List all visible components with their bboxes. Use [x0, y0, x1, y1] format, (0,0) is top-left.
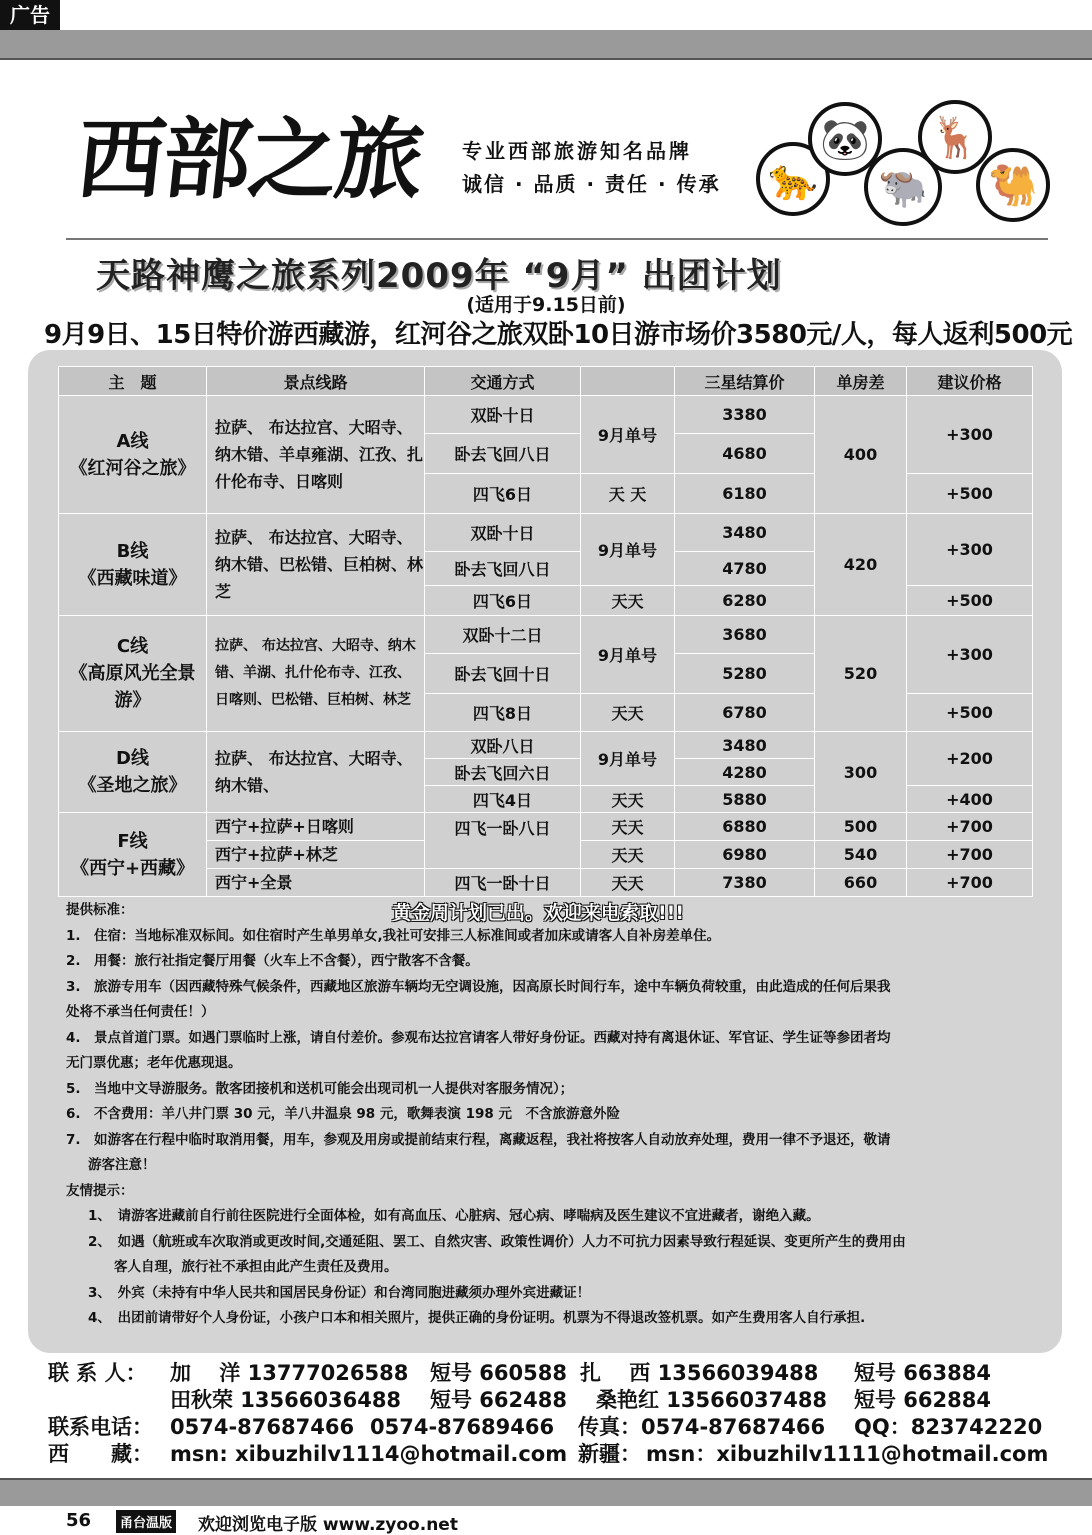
- region-label: 新疆：: [578, 1442, 641, 1466]
- transport: 双卧十日: [425, 514, 581, 552]
- note-item: 1. 住宿：当地标准双标间。如住宿时产生单男单女,我社可安排三人标准间或者加床或请客人自补房差单住。: [66, 927, 721, 944]
- line-theme-f: F线 《西宁+西藏》: [59, 813, 207, 897]
- transport: 四飞8日: [425, 694, 581, 732]
- note-item: 处将不承当任何责任！）: [66, 1004, 215, 1020]
- suggested-price: +400: [907, 786, 1033, 813]
- tip-item: 客人自理，旅行社不承担由此产生责任及费用。: [114, 1259, 398, 1275]
- short-number: 短号 663884: [854, 1361, 991, 1385]
- departure: 天天: [581, 841, 675, 869]
- price: 6280: [675, 586, 815, 616]
- tips-title: 友情提示：: [66, 1182, 134, 1199]
- departure: 天天: [581, 869, 675, 897]
- price: 4780: [675, 552, 815, 586]
- column-header: 三星结算价: [675, 367, 815, 396]
- line-theme-c: C线 《高原风光全景游》: [59, 616, 207, 732]
- departure: 天天: [581, 786, 675, 813]
- transport: 双卧八日: [425, 732, 581, 759]
- contact-person: 桑艳红 13566037488: [596, 1388, 828, 1412]
- fax-number: 传真：0574-87687466: [578, 1415, 826, 1439]
- departure: 天天: [581, 586, 675, 616]
- single-supplement: 400: [815, 396, 907, 514]
- single-supplement: 660: [815, 869, 907, 897]
- transport: 卧去飞回十日: [425, 654, 581, 694]
- short-number: 短号 660588: [430, 1361, 567, 1385]
- single-supplement: 500: [815, 813, 907, 841]
- bottom-band: [0, 1478, 1092, 1506]
- transport: 四飞一卧十日: [425, 869, 581, 897]
- price: 3680: [675, 616, 815, 654]
- column-header: 交通方式: [425, 367, 581, 396]
- qq-number: QQ：823742220: [854, 1415, 1043, 1439]
- single-supplement: 420: [815, 514, 907, 616]
- transport: 四飞6日: [425, 586, 581, 616]
- route-c: 拉萨、 布达拉宫、大昭寺、纳木错、羊湖、扎什伦布寺、江孜、日喀则、巴松错、巨柏树、林芝: [207, 616, 425, 732]
- contact-person: 扎 西 13566039488: [580, 1361, 819, 1385]
- suggested-price: +700: [907, 869, 1033, 897]
- table-row: [59, 514, 1033, 552]
- route-f: 西宁+全景: [207, 869, 425, 897]
- cheetah-icon: 🐆: [756, 142, 830, 216]
- single-supplement: 520: [815, 616, 907, 732]
- suggested-price: +300: [907, 616, 1033, 694]
- column-header: 建议价格: [907, 367, 1033, 396]
- suggested-price: +300: [907, 514, 1033, 586]
- standard-title: 提供标准：: [66, 902, 134, 918]
- transport: 卧去飞回八日: [425, 434, 581, 474]
- msn-link[interactable]: msn: xibuzhilv1114@hotmail.com: [170, 1442, 568, 1466]
- price: 3480: [675, 732, 815, 759]
- departure: 天天: [581, 694, 675, 732]
- suggested-price: +200: [907, 732, 1033, 786]
- tip-item: 2、 如遇（航班或车次取消或更改时间,交通延阻、罢工、自然灾害、政策性调价）人力不可抗力因素导致行程延误、变更所产生的费用由: [88, 1233, 906, 1250]
- line-theme-d: D线 《圣地之旅》: [59, 732, 207, 813]
- transport: 双卧十日: [425, 396, 581, 434]
- departure: 9月单号: [581, 396, 675, 474]
- antelope-icon: 🦌: [918, 100, 992, 174]
- departure: 天 天: [581, 474, 675, 514]
- contact-person: 田秋荣 13566036488: [170, 1388, 402, 1412]
- price: 6880: [675, 813, 815, 841]
- departure: 9月单号: [581, 514, 675, 586]
- page-number: 56: [66, 1510, 92, 1531]
- route-f: 西宁+拉萨+日喀则: [207, 813, 425, 841]
- departure: 9月单号: [581, 732, 675, 786]
- price: 5880: [675, 786, 815, 813]
- transport: 四飞6日: [425, 474, 581, 514]
- transport: 卧去飞回八日: [425, 552, 581, 586]
- plan-title: 天路神鹰之旅系列2009年 “9月” 出团计划: [96, 256, 782, 296]
- short-number: 短号 662488: [430, 1388, 567, 1412]
- line-theme-b: B线 《西藏味道》: [59, 514, 207, 616]
- price: 6180: [675, 474, 815, 514]
- msn-link[interactable]: msn：xibuzhilv1111@hotmail.com: [646, 1442, 1049, 1466]
- suggested-price: +300: [907, 396, 1033, 474]
- top-band: [0, 30, 1092, 60]
- logo-title: 西部之旅: [71, 107, 427, 211]
- departure: 天天: [581, 813, 675, 841]
- tip-item: 3、 外宾（未持有中华人民共和国居民身份证）和台湾同胞进藏须办理外宾进藏证！: [88, 1284, 591, 1301]
- note-item: 无门票优惠；老年优惠现退。: [66, 1055, 242, 1071]
- single-supplement: 540: [815, 841, 907, 869]
- service-notes: [66, 898, 1028, 1332]
- camel-icon: 🐫: [976, 148, 1050, 222]
- golden-week-notice: 黄金周计划已出。欢迎来电索取!!!: [392, 902, 684, 924]
- price: 6780: [675, 694, 815, 732]
- transport: 四飞一卧八日: [425, 813, 581, 869]
- transport: 卧去飞回六日: [425, 759, 581, 786]
- price: 3480: [675, 514, 815, 552]
- note-item: 4. 景点首道门票。如遇门票临时上涨，请自付差价。参观布达拉宫请客人带好身份证。西藏对持有离退休证、军官证、学生证等参团者均: [66, 1029, 891, 1046]
- column-header: 景点线路: [207, 367, 425, 396]
- note-item: 3. 旅游专用车（因西藏特殊气候条件，西藏地区旅游车辆均无空调设施，因高原长时间行车，途中车辆负荷较重，由此造成的任何后果我: [66, 978, 891, 995]
- departure: 9月单号: [581, 616, 675, 694]
- route-f: 西宁+拉萨+林芝: [207, 841, 425, 869]
- price: 4280: [675, 759, 815, 786]
- price: 5280: [675, 654, 815, 694]
- edition-badge: 甬台温版: [116, 1510, 176, 1533]
- phone-number: 0574-87687466: [170, 1415, 355, 1439]
- tip-item: 1、 请游客进藏前自行前往医院进行全面体检，如有高血压、心脏病、冠心病、哮喘病及医生建议不宜进藏者，谢绝入藏。: [88, 1208, 820, 1224]
- slogan-secondary: 诚信 · 品质 · 责任 · 传承: [462, 172, 721, 196]
- slogan-primary: 专业西部旅游知名品牌: [462, 139, 692, 163]
- plan-note: (适用于9.15日前): [466, 294, 626, 316]
- table-header-row: [59, 367, 1033, 396]
- note-item: 5. 当地中文导游服务。散客团接机和送机可能会出现司机一人提供对客服务情况）；: [66, 1080, 574, 1097]
- phone-number: 0574-87689466: [370, 1415, 555, 1439]
- column-header: 主 题: [59, 367, 207, 396]
- note-item: 6. 不含费用：羊八井门票 30 元，羊八井温泉 98 元，歌舞表演 198 元 不含旅游意外险: [66, 1106, 620, 1122]
- region-label: 西 藏：: [48, 1442, 153, 1466]
- table-row: [59, 396, 1033, 434]
- suggested-price: +500: [907, 586, 1033, 616]
- contact-label: 联 系 人：: [48, 1361, 147, 1385]
- price: 3380: [675, 396, 815, 434]
- route-d: 拉萨、 布达拉宫、大昭寺、纳木错、: [207, 732, 425, 813]
- panda-icon: 🐼: [808, 102, 882, 176]
- note-item: 7. 如游客在行程中临时取消用餐，用车，参观及用房或提前结束行程，离藏返程，我社将按客人自动放弃处理，费用一律不予退还，敬请: [66, 1131, 891, 1148]
- suggested-price: +700: [907, 841, 1033, 869]
- note-item: 2. 用餐：旅行社指定餐厅用餐（火车上不含餐），西宁散客不含餐。: [66, 953, 479, 969]
- route-a: 拉萨、 布达拉宫、大昭寺、纳木错、羊卓雍湖、江孜、扎什伦布寺、日喀则: [207, 396, 425, 514]
- table-row: [59, 732, 1033, 759]
- table-row: [59, 813, 1033, 841]
- suggested-price: +700: [907, 813, 1033, 841]
- column-header: [581, 367, 675, 396]
- route-b: 拉萨、 布达拉宫、大昭寺、纳木错、巴松错、巨柏树、林芝: [207, 514, 425, 616]
- transport: 四飞4日: [425, 786, 581, 813]
- website-link[interactable]: 欢迎浏览电子版 www.zyoo.net: [198, 1515, 458, 1535]
- single-supplement: 300: [815, 732, 907, 813]
- line-theme-a: A线 《红河谷之旅》: [59, 396, 207, 514]
- ad-tag: 广告: [0, 0, 60, 30]
- route-table: [58, 366, 1033, 897]
- price: 6980: [675, 841, 815, 869]
- suggested-price: +500: [907, 694, 1033, 732]
- tip-item: 4、 出团前请带好个人身份证，小孩户口本和相关照片，提供正确的身份证明。机票为不得退改签机票。如产生费用客人自行承担.: [88, 1310, 866, 1326]
- phone-label: 联系电话：: [48, 1415, 153, 1439]
- yak-icon: 🐃: [864, 148, 942, 226]
- suggested-price: +500: [907, 474, 1033, 514]
- column-header: 单房差: [815, 367, 907, 396]
- note-item: 游客注意！: [88, 1157, 156, 1173]
- special-offer: 9月9日、15日特价游西藏游，红河谷之旅双卧10日游市场价3580元/人，每人返利500元: [44, 320, 1073, 350]
- transport: 双卧十二日: [425, 616, 581, 654]
- contact-person: 加 洋 13777026588: [170, 1361, 409, 1385]
- table-row: [59, 616, 1033, 654]
- price: 4680: [675, 434, 815, 474]
- divider: [66, 238, 1048, 240]
- short-number: 短号 662884: [854, 1388, 991, 1412]
- price: 7380: [675, 869, 815, 897]
